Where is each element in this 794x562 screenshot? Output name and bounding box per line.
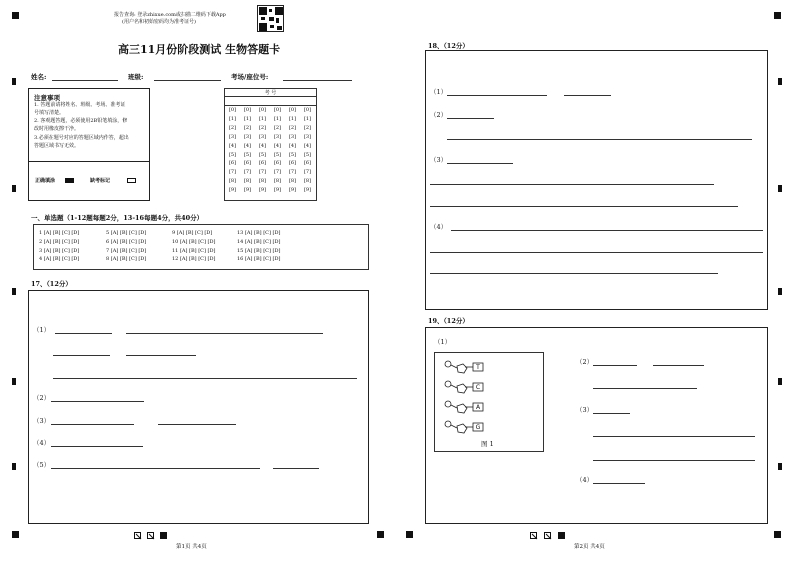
page-check-box [160,532,167,539]
q17-label-1: （1） [33,326,51,334]
correct-fill-sample [65,178,74,183]
section1-title: 一、单选题（1-12题每题2分，13-16每题4分，共40分） [31,214,204,222]
answer-line[interactable] [593,413,630,414]
registration-mark [12,531,19,538]
report-notice: 报告查询: 登录zhixue.com或扫描二维码下载App [114,12,226,18]
mcq-column[interactable] [106,229,146,264]
q17-label-4: （4） [33,439,51,447]
mcq-row[interactable]: 11 [A] [B] [C] [D] [172,247,216,254]
answer-line[interactable] [593,365,637,366]
mcq-column[interactable] [237,229,280,264]
nucleotide-figure [434,352,544,452]
name-field[interactable] [52,80,118,81]
answer-line[interactable] [51,468,260,469]
notes-line: 改时用橡皮擦干净。 [34,126,80,132]
exam-id-column[interactable]: [0] [1] [2] [3] [4] [5] [6] [7] [8] [9] [258,107,267,194]
registration-mark [774,531,781,538]
seat-field[interactable] [283,80,352,81]
answer-line[interactable] [126,355,196,356]
answer-line[interactable] [593,460,755,461]
answer-line[interactable] [447,139,752,140]
answer-line[interactable] [564,95,611,96]
name-label: 姓名: [31,73,47,81]
registration-mark [377,531,384,538]
notes-line: 号填写清楚。 [34,110,65,116]
page-title: 高三11月份阶段测试 生物答题卡 [118,43,281,56]
registration-mark [12,288,16,295]
exam-id-column[interactable]: [0] [1] [2] [3] [4] [5] [6] [7] [8] [9] [273,107,282,194]
mcq-row[interactable]: 2 [A] [B] [C] [D] [39,238,80,245]
page-check-box [558,532,565,539]
answer-line[interactable] [451,230,763,231]
base-label: G [475,424,481,431]
q19-label-1: （1） [434,338,452,346]
q19-label-4: （4） [576,476,594,484]
answer-line[interactable] [593,388,697,389]
base-label: C [475,384,481,391]
q17-label-5: （5） [33,461,51,469]
mcq-row[interactable]: 3 [A] [B] [C] [D] [39,247,80,254]
mcq-column[interactable] [39,229,79,264]
page-number: 第1页 共4页 [176,544,207,550]
qr-code[interactable] [257,5,284,32]
answer-line[interactable] [653,365,704,366]
q17-answer-box [28,290,369,524]
answer-line[interactable] [53,355,110,356]
answer-line[interactable] [51,401,144,402]
report-notice-sub: (用户名和初始密码均为准考证号) [122,19,196,25]
mcq-row[interactable]: 13 [A] [B] [C] [D] [237,230,281,236]
answer-line[interactable] [51,446,143,447]
answer-line[interactable] [447,118,494,119]
registration-mark [778,288,782,295]
registration-mark [778,185,782,192]
registration-mark [12,12,19,19]
mcq-row[interactable]: 9 [A] [B] [C] [D] [172,230,213,236]
registration-mark [12,78,16,85]
registration-mark [12,463,16,470]
mcq-row[interactable]: 1 [A] [B] [C] [D] [39,230,80,236]
notes-line: 2. 客观题答题，必须使用2B铅笔填涂，修 [34,118,128,124]
missing-mark-box[interactable] [127,178,136,183]
mcq-row[interactable]: 14 [A] [B] [C] [D] [237,238,281,245]
q18-title: 18、（12分） [428,42,469,50]
q18-label-4: （4） [430,223,448,231]
q18-label-1: （1） [430,88,448,96]
mcq-grid [33,224,369,270]
exam-id-column[interactable]: [0] [1] [2] [3] [4] [5] [6] [7] [8] [9] [288,107,297,194]
q19-label-2: （2） [576,358,594,366]
answer-line[interactable] [430,273,718,274]
answer-line[interactable] [430,252,763,253]
mcq-row[interactable]: 10 [A] [B] [C] [D] [172,238,216,245]
answer-line[interactable] [51,424,134,425]
registration-mark [12,378,16,385]
notes-divider [29,161,149,162]
mcq-row[interactable]: 16 [A] [B] [C] [D] [237,256,281,263]
registration-mark [778,378,782,385]
mcq-column[interactable] [172,229,215,264]
q18-label-3: （3） [430,156,448,164]
answer-line[interactable] [430,206,738,207]
page-check-box [544,532,551,539]
exam-id-grid[interactable] [224,88,317,201]
q17-title: 17、（12分） [31,280,72,288]
answer-line[interactable] [126,333,323,334]
notes-title: 注意事项 [34,94,60,102]
exam-id-column[interactable]: [0] [1] [2] [3] [4] [5] [6] [7] [8] [9] [243,107,252,194]
answer-line[interactable] [593,483,645,484]
base-label: A [475,404,481,411]
answer-line[interactable] [447,95,547,96]
notes-line: 3.必须在题号对应的答题区域内作答，超出 [34,135,129,141]
registration-mark [778,463,782,470]
seat-label: 考场/座位号: [231,73,269,81]
answer-line[interactable] [593,436,755,437]
q18-answer-box [425,50,768,310]
q17-label-2: （2） [33,394,51,402]
answer-line[interactable] [55,333,112,334]
page-check-box [147,532,154,539]
exam-id-column[interactable]: [0] [1] [2] [3] [4] [5] [6] [7] [8] [9] [228,107,237,194]
answer-line[interactable] [273,468,319,469]
answer-line[interactable] [158,424,236,425]
registration-mark [774,12,781,19]
notes-box [28,88,150,201]
q19-title: 19、（12分） [428,317,469,325]
notes-line: 答题区域书写无效。 [34,143,80,149]
q19-label-3: （3） [576,406,594,414]
registration-mark [778,78,782,85]
mcq-row[interactable]: 4 [A] [B] [C] [D] [39,256,80,263]
notes-line: 1. 答题前请将姓名、班级、考场、准考证 [34,102,126,108]
class-label: 班级: [128,73,144,81]
nucleotide-diagram [435,353,543,451]
correct-fill-label: 正确填涂 [35,178,56,184]
mcq-row[interactable]: 6 [A] [B] [C] [D] [106,238,147,245]
figure-caption: 图 1 [481,440,494,448]
page-number: 第2页 共4页 [574,544,605,550]
class-field[interactable] [154,80,221,81]
q18-label-2: （2） [430,111,448,119]
mcq-row[interactable]: 7 [A] [B] [C] [D] [106,247,147,254]
mcq-row[interactable]: 12 [A] [B] [C] [D] [172,256,216,263]
exam-id-column[interactable]: [0] [1] [2] [3] [4] [5] [6] [7] [8] [9] [303,107,312,194]
answer-line[interactable] [53,378,357,379]
mcq-row[interactable]: 8 [A] [B] [C] [D] [106,256,147,263]
answer-line[interactable] [447,163,513,164]
registration-mark [12,185,16,192]
missing-mark-label: 缺考标记 [90,178,111,184]
registration-mark [406,531,413,538]
answer-line[interactable] [430,184,714,185]
q17-label-3: （3） [33,417,51,425]
page-check-box [530,532,537,539]
mcq-row[interactable]: 5 [A] [B] [C] [D] [106,230,147,236]
exam-id-header: 考 号 [225,89,316,97]
page-check-box [134,532,141,539]
base-label: T [476,364,480,371]
mcq-row[interactable]: 15 [A] [B] [C] [D] [237,247,281,254]
exam-id-write-row[interactable] [225,97,316,106]
